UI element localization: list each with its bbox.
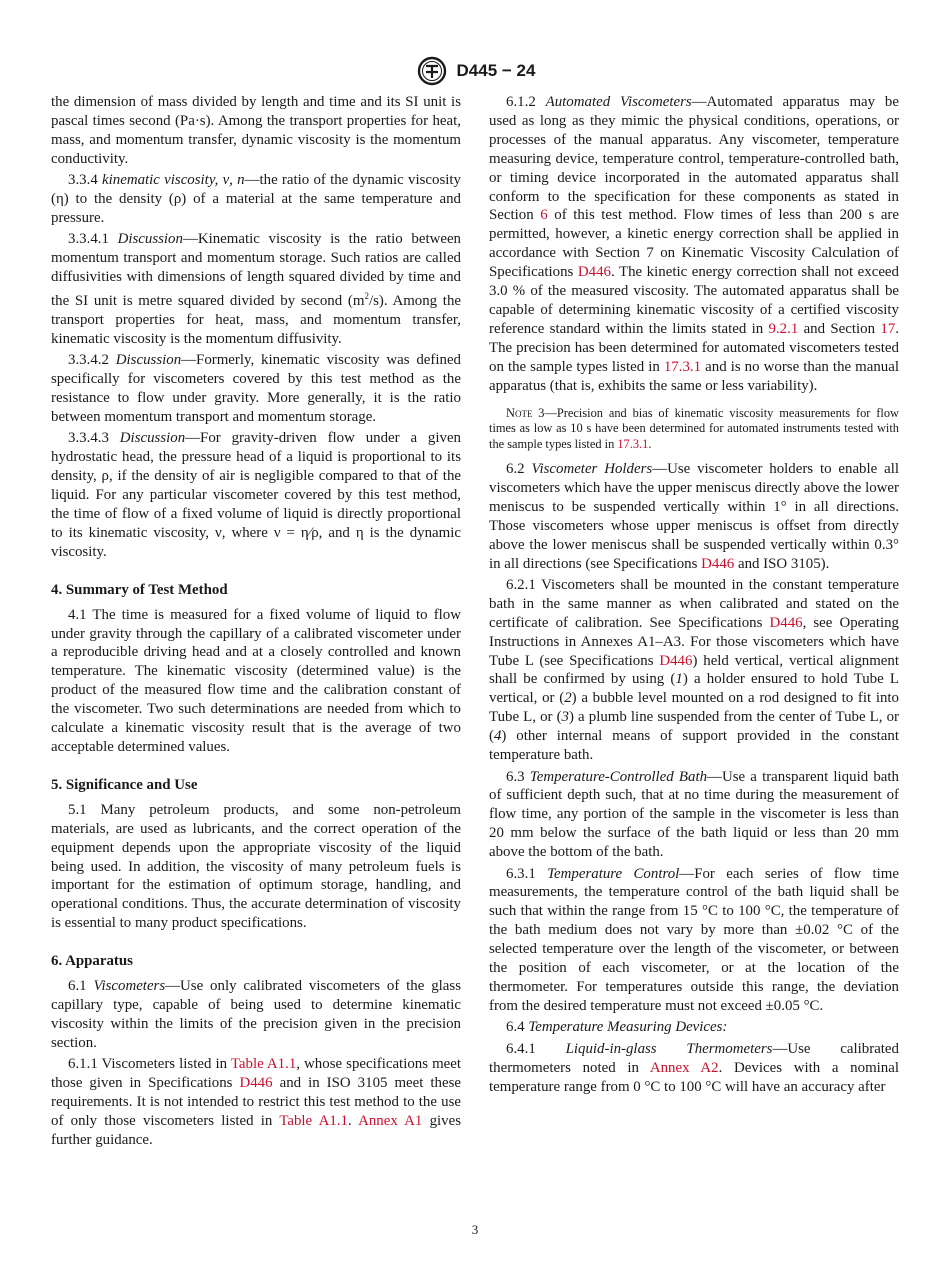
link-table-a1-1[interactable]: Table A1.1 — [279, 1112, 348, 1129]
page-header — [0, 56, 950, 84]
paragraph-6-2: 6.2 Viscometer Holders—Use viscometer holders to enable all viscometers which have the upper meniscus directly above the lower meniscus to be suspended vertically within 1° in all directions. Those viscometers whose upper meniscus is offset from directly above the lower meniscus shall be suspended vertically within 0.3° in all directions (see Specifications D446 and ISO 3105). — [489, 461, 899, 572]
link-section-6[interactable]: 6 — [540, 207, 548, 224]
link-d446[interactable]: D446 — [239, 1075, 273, 1092]
paragraph-6-3: 6.3 Temperature-Controlled Bath—Use a transparent liquid bath of sufficient depth such, that at no time during the measurement of flow time, any portion of the sample in the viscometer is less than 20 mm below the surface of the bath liquid or less than 20 mm above the bottom of the bath. — [489, 768, 899, 861]
link-section-17[interactable]: 17 — [880, 320, 896, 337]
paragraph-6-1: 6.1 Viscometers—Use only calibrated viscometers of the glass capillary type, capable of being used to determine kinematic viscosity within the limits of the precision given in the precision section. — [51, 978, 461, 1051]
link-table-a1-1[interactable]: Table A1.1 — [230, 1056, 297, 1073]
link-d446[interactable]: D446 — [769, 614, 803, 631]
link-d446[interactable]: D446 — [577, 264, 611, 281]
paragraph-6-2-1: 6.2.1 Viscometers shall be mounted in the constant temperature bath in the same manner as when calibrated and stated on the certificate of calibration. See Specifications D446, see Operating Instructions in Annexes A1–A3. For those viscometers which have Tube L (see Specifications D446) held vertical, vertical alignment shall be confirmed by using (1) a holder ensured to hold Tube L vertical, or (2) a bubble level mounted on a rod designed to fit into Tube L, or (3) a plumb line suspended from the center of Tube L, or (4) other internal means of support provided in the constant temperature bath. — [489, 576, 899, 764]
link-d446[interactable]: D446 — [701, 555, 735, 572]
paragraph-3-3-4-3: 3.3.4.3 Discussion—For gravity-driven flow under a given hydrostatic head, the pressure head of a liquid is proportional to its density, ρ, if the density of air is negligible compared to that of the liquid. For any particular viscometer covered by this test method, the time of flow of a fixed volume of liquid is directly proportional to its kinematic viscosity, ν, where ν = η⁄ρ, and η is the dynamic viscosity. — [51, 430, 461, 560]
right-column — [489, 93, 899, 1099]
paragraph-6-4-1: 6.4.1 Liquid-in-glass Thermometers—Use calibrated thermometers noted in Annex A2. Devices with a nominal temperature range from 0 °C to 100 °C will have an accuracy after — [489, 1040, 899, 1095]
link-9-2-1[interactable]: 9.2.1 — [768, 320, 799, 337]
page-number: 3 — [471, 1222, 479, 1237]
note-3: Note 3—Precision and bias of kinematic viscosity measurements for flow times as low as 10 s have been determined for automated instruments tested with the sample types listed in 17.3.1. — [489, 405, 899, 451]
section-6-heading: 6. Apparatus — [51, 953, 133, 970]
section-5-heading: 5. Significance and Use — [51, 776, 198, 793]
link-annex-a1[interactable]: Annex A1 — [358, 1112, 423, 1129]
paragraph-5-1: 5.1 Many petroleum products, and some non-petroleum materials, are used as lubricants, and the correct operation of the equipment depends upon the appropriate viscosity of the liquid being used. In addition, the viscosity of many petroleum fuels is important for the estimation of optimum storage, handling, and operational conditions. Thus, the accurate determination of viscosity is essential to many product specifications. — [51, 801, 461, 932]
section-4-heading: 4. Summary of Test Method — [51, 581, 228, 598]
paragraph-4-1: 4.1 The time is measured for a fixed volume of liquid to flow under gravity through the capillary of a calibrated viscometer under a reproducible driving head and at a closely controlled and known temperature. The kinematic viscosity (determined value) is the product of the measured flow time and the calibration constant of the viscometer. Two such determinations are needed from which to calculate a kinematic viscosity result that is the average of two acceptable determined values. — [51, 606, 461, 755]
astm-logo-icon — [415, 56, 449, 86]
paragraph-6-3-1: 6.3.1 Temperature Control—For each series of flow time measurements, the temperature control of the bath liquid shall be such that within the range from 15 °C to 100 °C, the temperature of the bath medium does not vary by more than ±0.02 °C of the selected temperature over the length of the viscometer, or between the position of each viscometer, or at the location of the thermometer. For temperatures outside this range, the deviation from the desired temperature must not exceed ±0.05 °C. — [489, 865, 899, 1014]
link-17-3-1[interactable]: 17.3.1 — [663, 358, 702, 375]
paragraph-3-3-4-1: 3.3.4.1 Discussion—Kinematic viscosity is the ratio between momentum transport and momentum storage. Such ratios are called diffusivities with dimensions of length squared divided by time and the SI unit is metre squared divided by second $(m^2/s)$. Among the transport properties for heat, mass, and momentum transfer, kinematic viscosity is the momentum diffusivity. — [51, 231, 462, 347]
paragraph-3-3-4: 3.3.4 kinematic viscosity, ν, n—the ratio of the dynamic viscosity (η) to the density (ρ) of a material at the same temperature and pressure. — [51, 172, 461, 226]
link-annex-a2[interactable]: Annex A2 — [649, 1059, 719, 1076]
link-d446[interactable]: D446 — [659, 652, 693, 669]
paragraph-6-1-2: 6.1.2 Automated Viscometers—Automated apparatus may be used as long as they mimic the physical conditions, operations, or processes of the manual apparatus. Any viscometer, temperature measuring device, temperature control, temperature-controlled bath, or timing device incorporated in the automated apparatus shall conform to the specification for these components as stated in Section 6 of this test method. Flow times of less than 200 s are permitted, however, a kinetic energy correction shall be applied in accordance with Section 7 on Kinematic Viscosity Calculation of Specifications D446. The kinetic energy correction shall not exceed 3.0 % of the measured viscosity. The automated apparatus shall be capable of determining kinematic viscosity of a certified viscosity reference standard within the limits stated in 9.2.1 and Section 17. The precision has been determined for automated viscometers tested on the sample types listed in 17.3.1 and is no worse than the manual apparatus (that is, exhibits the same or less variability). — [489, 94, 900, 394]
link-17-3-1[interactable]: 17.3.1 — [617, 436, 649, 451]
paragraph-continued: the dimension of mass divided by length and time and its SI unit is pascal times second (Pa·s). Among the transport properties for heat, mass, and momentum transfer, dynamic viscosity is the momentum conductivity. — [51, 94, 461, 167]
paragraph-6-1-1: 6.1.1 Viscometers listed in Table A1.1, whose specifications meet those given in Specifications D446 and in ISO 3105 meet these requirements. It is not intended to restrict this test method to the use of only those viscometers listed in Table A1.1. Annex A1 gives further guidance. — [51, 1056, 462, 1148]
left-column — [51, 93, 461, 1152]
paragraph-6-4: 6.4 Temperature Measuring Devices: — [506, 1019, 728, 1036]
document-code: D445 − 24 — [456, 61, 536, 80]
paragraph-3-3-4-2: 3.3.4.2 Discussion—Formerly, kinematic viscosity was defined specifically for viscometers covered by this test method as the resistance to flow under gravity. More generally, it is the ratio between momentum transport and momentum storage. — [51, 352, 461, 425]
